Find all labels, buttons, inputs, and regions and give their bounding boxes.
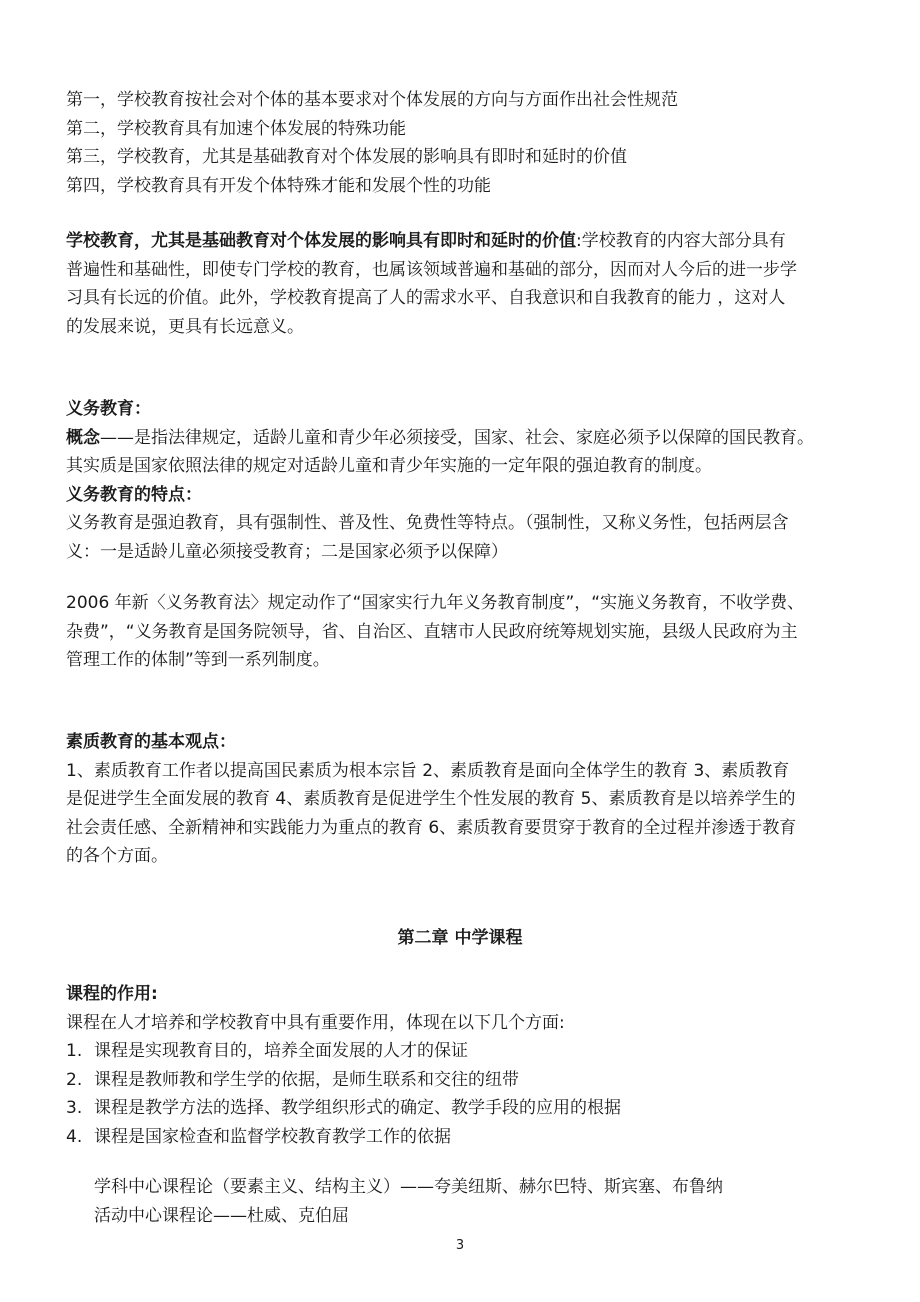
features-line: 义：一是适龄儿童必须接受教育；二是国家必须予以保障） <box>66 541 508 562</box>
value-bold-lead: 学校教育，尤其是基础教育对个体发展的影响具有即时和延时的价值 <box>66 231 576 251</box>
course-heading: 课程的作用: <box>66 984 158 1004</box>
features-line: 义务教育是强迫教育，具有强制性、普及性、免费性等特点。（强制性，又称义务性，包括两层含 <box>66 513 789 533</box>
quality-line: 1、素质教育工作者以提高国民素质为根本宗旨 2、素质教育是面向全体学生的教育 3、素质教育 <box>66 760 790 781</box>
theory-line: 学科中心课程论（要素主义、结构主义）——夸美纽斯、赫尔巴特、斯宾塞、布鲁纳 <box>94 1177 723 1197</box>
quality-line: 社会责任感、全新精神和实践能力为重点的教育 6、素质教育要贯穿于教育的全过程并渗透于教育 <box>66 817 797 838</box>
features-heading: 义务教育的特点： <box>66 484 202 505</box>
law-paragraph <box>66 589 866 675</box>
intro-list <box>66 86 866 200</box>
value-line: 习具有长远的价值。此外，学校教育提高了人的需求水平、自我意识和自我教育的能力 ，这对人 <box>66 288 786 308</box>
compulsory-section <box>66 395 866 566</box>
quality-heading: 素质教育的基本观点： <box>66 732 236 752</box>
quality-section <box>66 728 866 871</box>
list-item: 第四，学校教育具有开发个体特殊才能和发展个性的功能 <box>66 175 491 196</box>
list-item: 3. 课程是教学方法的选择、教学组织形式的确定、教学手段的应用的根据 <box>66 1098 621 1118</box>
course-section <box>66 980 866 1151</box>
value-line: 普遍性和基础性，即使专门学校的教育，也属该领域普遍和基础的部分，因而对人今后的进一步学 <box>66 259 797 280</box>
list-item: 2. 课程是教师教和学生学的依据，是师生联系和交往的纽带 <box>66 1069 519 1090</box>
list-item: 第三，学校教育，尤其是基础教育对个体发展的影响具有即时和延时的价值 <box>66 147 627 167</box>
law-line: 管理工作的体制”等到一系列制度。 <box>66 650 330 670</box>
list-item: 第二，学校教育具有加速个体发展的特殊功能 <box>66 118 406 139</box>
list-item: 第一，学校教育按社会对个体的基本要求对个体发展的方向与方面作出社会性规范 <box>66 90 678 110</box>
value-paragraph <box>66 227 866 341</box>
page-number: 3 <box>455 1238 465 1253</box>
course-intro: 课程在人才培养和学校教育中具有重要作用，体现在以下几个方面: <box>66 1012 565 1033</box>
law-line: 杂费”，“义务教育是国务院领导，省、自治区、直辖市人民政府统筹规划实施，县级人民政府为主 <box>66 621 798 642</box>
value-line: 的发展来说，更具有长远意义。 <box>66 316 304 337</box>
chapter-title: 第二章 中学课程 <box>397 928 523 948</box>
theory-line: 活动中心课程论——杜威、克伯屈 <box>94 1205 349 1226</box>
theory-block <box>94 1173 894 1230</box>
quality-line: 的各个方面。 <box>66 846 168 866</box>
concept-line: 其实质是国家依照法律的规定对适龄儿童和青少年实施的一定年限的强迫教育的制度。 <box>66 456 712 476</box>
quality-line: 是促进学生全面发展的教育 4、素质教育是促进学生个性发展的教育 5、素质教育是以培养学生的 <box>66 789 796 809</box>
list-item: 4. 课程是国家检查和监督学校教育教学工作的依据 <box>66 1126 451 1147</box>
value-line1-rest: :学校教育的内容大部分具有 <box>576 231 786 251</box>
list-item: 1. 课程是实现教育目的，培养全面发展的人才的保证 <box>66 1041 468 1061</box>
law-line: 2006 年新〈义务教育法〉规定动作了“国家实行九年义务教育制度”，“实施义务教育，不收学费、 <box>66 593 805 613</box>
compulsory-heading: 义务教育： <box>66 399 151 419</box>
concept-line: ——是指法律规定，适龄儿童和青少年必须接受，国家、社会、家庭必须予以保障的国民教育。 <box>100 427 814 448</box>
concept-label: 概念 <box>66 427 100 448</box>
